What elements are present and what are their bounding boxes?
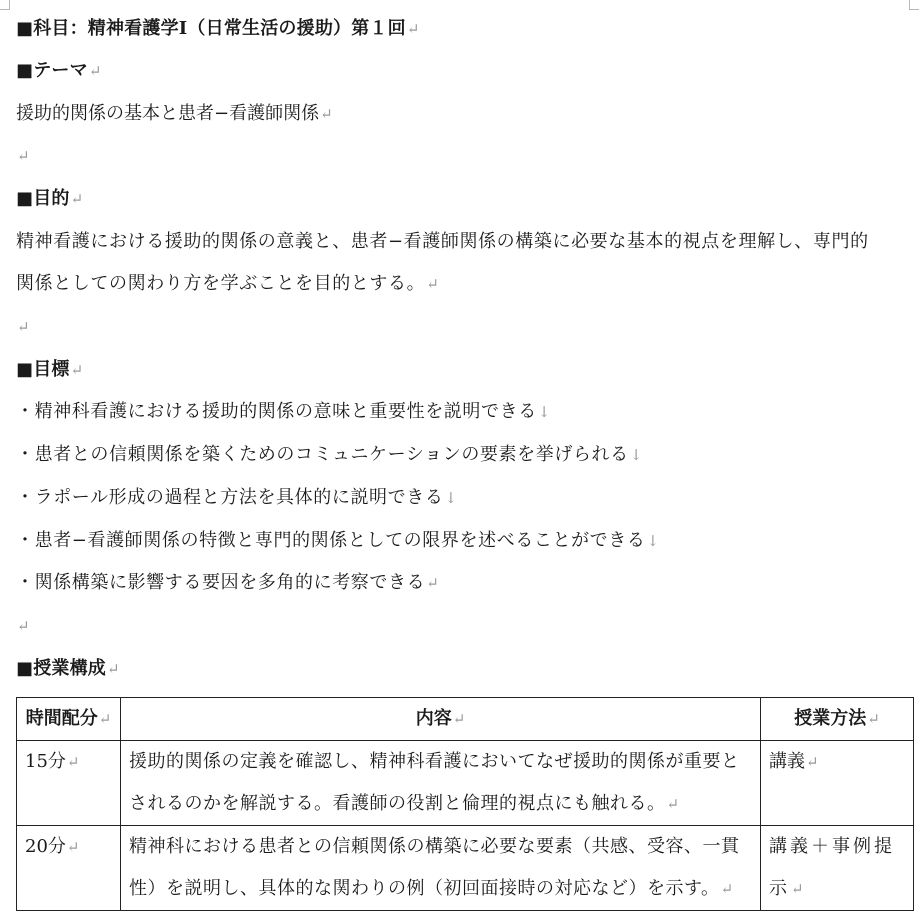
header-content: 内容↵ [121,698,761,741]
goal-item: ・患者−看護師関係の特徴と専門的関係としての限界を述べることができる↓ [16,530,660,551]
goal-item: ・精神科看護における援助的関係の意味と重要性を説明できる↓ [16,401,551,422]
paragraph-mark: ↵ [66,838,80,856]
paragraph-mark: ↵ [806,753,819,771]
cell-content: 援助的関係の定義を確認し、精神科看護においてなぜ援助的関係が重要とされるのかを解説する。看護師の役割と倫理的視点にも触れる。↵ [121,741,761,826]
goal-item: ・ラポール形成の過程と方法を具体的に説明できる↓ [16,487,458,508]
theme-text: 援助的関係の基本と患者−看護師関係↵ [16,103,333,124]
goal-item: ・患者との信頼関係を築くためのコミュニケーションの要素を挙げられる↓ [16,444,643,465]
paragraph-mark: ↵ [70,361,84,379]
paragraph-mark: ↵ [17,318,30,336]
cell-content: 精神科における患者との信頼関係の構築に必要な要素（共感、受容、一貫性）を説明し、具体的な関わりの例（初回面接時の対応など）を示す。↵ [121,826,761,911]
purpose-text-line-1: 精神看護における援助的関係の意義と、患者−看護師関係の構築に必要な基本的視点を理解し、専門的 [16,231,869,252]
theme-heading: ■テーマ↵ [16,60,102,81]
line-break-mark: ↓ [629,446,643,464]
empty-paragraph [16,613,30,639]
goal-item: ・関係構築に影響する要因を多角的に考察できる↵ [16,572,440,593]
empty-paragraph [16,314,30,340]
lesson-structure-table [16,697,914,911]
page-corner-mark-right [909,0,919,10]
paragraph-mark: ↵ [66,753,80,771]
line-break-mark: ↓ [537,403,551,421]
purpose-heading: ■目的↵ [16,188,84,209]
table-row [17,826,914,911]
paragraph-mark: ↵ [88,62,102,80]
paragraph-mark: ↵ [320,105,333,123]
goals-heading: ■目標↵ [16,359,84,380]
paragraph-mark: ↵ [107,660,120,678]
paragraph-mark: ↵ [452,710,466,728]
paragraph-mark: ↵ [17,617,30,635]
paragraph-mark: ↵ [720,880,734,898]
line-break-mark: ↓ [444,489,458,507]
purpose-text-line-2: 関係としての関わり方を学ぶことを目的とする。↵ [16,273,440,294]
paragraph-mark: ↵ [17,147,30,165]
table-row [17,741,914,826]
course-title: ■科目：精神看護学Ⅰ（日常生活の援助）第１回↵ [16,18,420,39]
paragraph-mark: ↵ [867,710,880,728]
table-header-row [17,698,914,741]
header-time: 時間配分↵ [17,698,121,741]
paragraph-mark: ↵ [426,574,440,592]
structure-heading: ■授業構成↵ [16,658,120,679]
empty-paragraph [16,143,30,169]
paragraph-mark: ↵ [98,710,112,728]
cell-time: 20分↵ [17,826,121,911]
paragraph-mark: ↵ [406,20,420,38]
paragraph-mark: ↵ [666,795,680,813]
cell-method: 講義↵ [761,741,914,826]
cell-time: 15分↵ [17,741,121,826]
line-break-mark: ↓ [646,532,660,550]
paragraph-mark: ↵ [791,880,807,898]
paragraph-mark: ↵ [70,190,84,208]
header-method: 授業方法↵ [761,698,914,741]
page-corner-mark-left [0,0,10,10]
paragraph-mark: ↵ [426,275,440,293]
cell-method: 講義＋事例提示↵ [761,826,914,911]
